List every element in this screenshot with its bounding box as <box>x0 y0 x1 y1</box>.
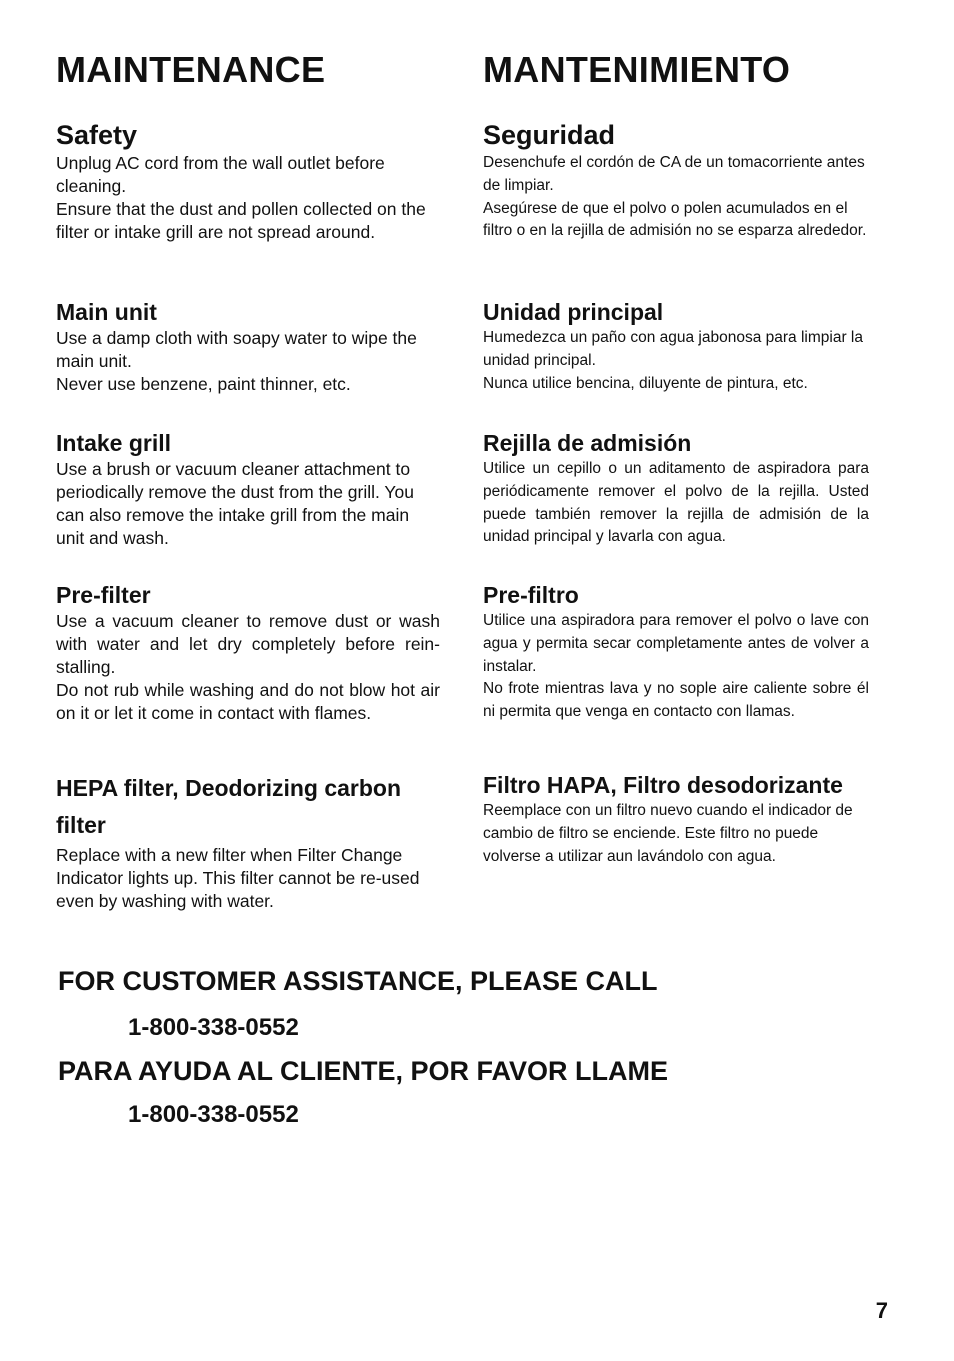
section-heading: Unidad principal <box>483 299 664 325</box>
section-paragraph: Use a brush or vacuum cleaner attachment to periodically remove the dust from the grill. You can also remove the intake grill from the main unit and wash. <box>56 459 414 548</box>
english-column <box>56 48 440 911</box>
section-paragraph: Use a damp cloth with soapy water to wipe the main unit. <box>56 328 417 371</box>
section-paragraph: Asegúrese de que el polvo o polen acumulados en el filtro o en la rejilla de admisión no se esparza alrededor. <box>483 199 867 240</box>
section-heading: Filtro HAPA, Filtro desodorizante <box>483 772 843 798</box>
section-paragraph: Do not rub while washing and do not blow hot air on it or let it come in contact with flames. <box>56 680 440 723</box>
page-number: 7 <box>875 1298 888 1323</box>
spanish-column <box>483 48 869 865</box>
assistance-line-english: FOR CUSTOMER ASSISTANCE, PLEASE CALL <box>58 966 658 996</box>
assistance-phone-spanish: 1-800-338-0552 <box>128 1101 299 1128</box>
section-paragraph: Reemplace con un filtro nuevo cuando el indicador de cambio de filtro se enciende. Este filtro no puede volverse a utilizar aun lavándolo con agua. <box>483 802 853 865</box>
section-heading: Safety <box>56 120 138 150</box>
section-main-unit <box>56 297 440 396</box>
page-title-english: MAINTENANCE <box>56 49 326 90</box>
assistance-phone-english: 1-800-338-0552 <box>128 1014 299 1041</box>
section-pre-filtro <box>483 580 869 724</box>
section-paragraph: Desenchufe el cordón de CA de un tomacorriente antes de limpiar. <box>483 154 865 194</box>
assistance-line-spanish: PARA AYUDA AL CLIENTE, POR FAVOR LLAME <box>58 1056 669 1086</box>
section-heading: Rejilla de admisión <box>483 430 692 456</box>
section-pre-filter <box>56 580 440 725</box>
section-paragraph: Utilice una aspiradora para remover el polvo o lave con agua y permita secar completamente antes de volver a instalar. <box>483 612 869 675</box>
section-paragraph: Use a vacuum cleaner to remove dust or wash with water and let dry completely before rein-stalling. <box>56 611 440 677</box>
section-heading: Pre-filter <box>56 582 151 608</box>
section-paragraph: Unplug AC cord from the wall outlet before cleaning. <box>56 153 385 196</box>
section-heading: Seguridad <box>483 120 616 150</box>
section-heading: HEPA filter, Deodorizing carbon filter <box>56 775 402 838</box>
section-unidad-principal <box>483 297 869 395</box>
section-paragraph: Nunca utilice bencina, diluyente de pintura, etc. <box>483 374 808 392</box>
page-title-spanish: MANTENIMIENTO <box>483 49 791 90</box>
section-seguridad <box>483 118 869 243</box>
section-paragraph: No frote mientras lava y no sople aire caliente sobre él ni permita que venga en contacto con llamas. <box>483 680 869 721</box>
section-intake-grill <box>56 428 440 550</box>
section-heading: Intake grill <box>56 430 172 456</box>
section-paragraph: Never use benzene, paint thinner, etc. <box>56 374 351 394</box>
section-paragraph: Utilice un cepillo o un aditamento de aspiradora para periódicamente remover el polvo de la rejilla. Usted puede también remover la rejilla de admisión de la unidad principal y lavarla con agua. <box>483 460 869 546</box>
section-heading: Pre-filtro <box>483 582 579 608</box>
section-heading: Main unit <box>56 299 157 325</box>
section-rejilla <box>483 428 869 549</box>
section-filtro-hapa <box>483 770 869 868</box>
section-hepa-filter <box>56 770 440 913</box>
section-paragraph: Humedezca un paño con agua jabonosa para limpiar la unidad principal. <box>483 329 863 369</box>
section-safety <box>56 118 440 244</box>
section-paragraph: Ensure that the dust and pollen collected on the filter or intake grill are not spread around. <box>56 199 426 242</box>
section-paragraph: Replace with a new filter when Filter Change Indicator lights up. This filter cannot be re-used even by washing with water. <box>56 845 420 911</box>
